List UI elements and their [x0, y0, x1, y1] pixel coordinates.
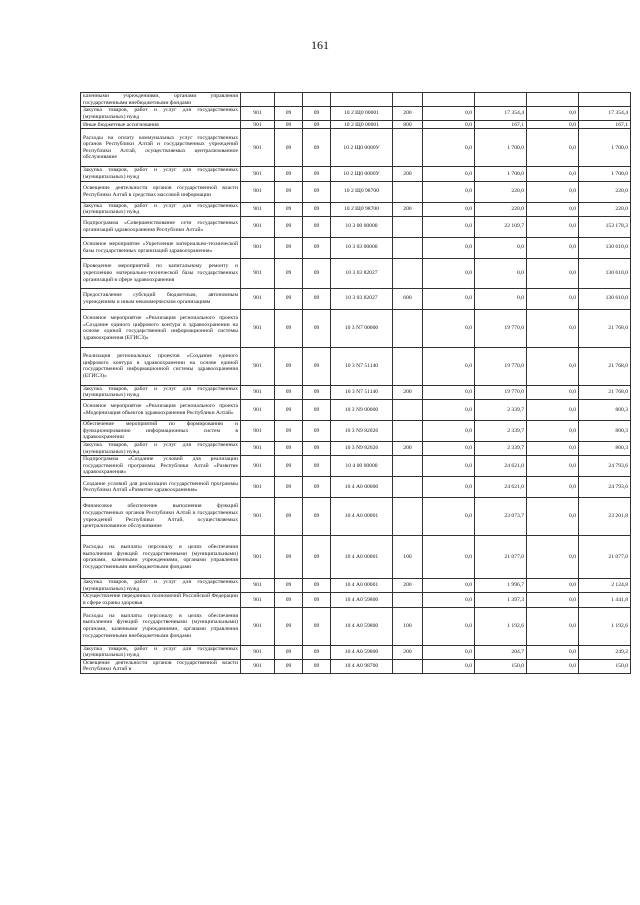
table-row	[81, 121, 631, 129]
row-amount-d: 21 768,0	[579, 309, 631, 347]
row-expense-type	[393, 593, 423, 607]
row-admin-code: 901	[241, 593, 275, 607]
row-amount-b: 19 770,0	[475, 347, 527, 385]
row-name: Закупка товаров, работ и услуг для государственных (муниципальных) нужд	[81, 202, 241, 216]
table-row	[81, 579, 631, 593]
row-amount-d: 21 768,0	[579, 347, 631, 385]
row-section: 09	[275, 129, 303, 167]
row-amount-a: 0,0	[423, 107, 475, 121]
row-amount-d: 167,1	[579, 121, 631, 129]
row-amount-a: 0,0	[423, 202, 475, 216]
row-amount-d: 130 610,0	[579, 258, 631, 288]
row-subsection: 09	[303, 181, 331, 202]
row-amount-b: 0,0	[475, 258, 527, 288]
table-row	[81, 107, 631, 121]
row-subsection: 09	[303, 258, 331, 288]
row-amount-c: 0,0	[527, 420, 579, 441]
row-amount-b: 204,7	[475, 645, 527, 659]
row-name: Создание условий для реализации государственной программы Республики Алтай «Развитие здравоохранения»	[81, 477, 241, 498]
row-amount-d: 220,0	[579, 202, 631, 216]
row-subsection: 09	[303, 536, 331, 579]
row-subsection: 09	[303, 167, 331, 181]
row-expense-type	[393, 420, 423, 441]
row-name: Закупка товаров, работ и услуг для государственных (муниципальных) нужд	[81, 107, 241, 121]
row-section: 09	[275, 607, 303, 645]
table-row	[81, 258, 631, 288]
row-amount-c: 0,0	[527, 659, 579, 673]
table-row	[81, 181, 631, 202]
row-admin-code: 901	[241, 385, 275, 399]
row-amount-a: 0,0	[423, 385, 475, 399]
row-amount-a: 0,0	[423, 607, 475, 645]
row-amount-d: 17 354,4	[579, 107, 631, 121]
row-expense-type	[393, 399, 423, 420]
row-section: 09	[275, 309, 303, 347]
row-admin-code	[241, 93, 275, 107]
row-subsection: 09	[303, 477, 331, 498]
row-name: Подпрограмма «Совершенствование сети государственных организаций здравоохранения Республики Алтай»	[81, 216, 241, 237]
table-row	[81, 129, 631, 167]
table-row	[81, 456, 631, 477]
row-section: 09	[275, 441, 303, 455]
row-name: Расходы на выплаты персоналу в целях обеспечения выполнения функций государственными (муниципальными) органами, казенными учреждениями, органами управления государственными внебюджетными фондами	[81, 536, 241, 579]
row-target-article: 10 3 00 00000	[331, 216, 393, 237]
row-amount-d: 800,3	[579, 441, 631, 455]
row-subsection: 09	[303, 216, 331, 237]
row-section: 09	[275, 399, 303, 420]
row-expense-type	[393, 93, 423, 107]
row-section: 09	[275, 258, 303, 288]
row-name: Расходы на оплату коммунальных услуг государственных органов Республики Алтай и государственных учреждений Республики Алтай, осуществляемых централизованное обслуживание	[81, 129, 241, 167]
row-name: казенными учреждениями, органами управления государственными внебюджетными фондами	[81, 93, 241, 107]
row-section: 09	[275, 288, 303, 309]
row-subsection: 09	[303, 607, 331, 645]
row-amount-a: 0,0	[423, 288, 475, 309]
row-subsection: 09	[303, 456, 331, 477]
table-row	[81, 441, 631, 455]
table-row	[81, 659, 631, 673]
row-amount-b: 220,0	[475, 181, 527, 202]
row-name: Закупка товаров, работ и услуг для государственных (муниципальных) нужд	[81, 645, 241, 659]
row-amount-c: 0,0	[527, 181, 579, 202]
row-target-article: 10 3 N9 00000	[331, 399, 393, 420]
row-expense-type: 800	[393, 121, 423, 129]
row-target-article: 10 2 Щ0 00001	[331, 107, 393, 121]
row-amount-d: 130 610,0	[579, 288, 631, 309]
row-section: 09	[275, 659, 303, 673]
row-amount-c: 0,0	[527, 202, 579, 216]
row-amount-b: 23 073,7	[475, 498, 527, 536]
row-amount-c: 0,0	[527, 129, 579, 167]
row-amount-a: 0,0	[423, 441, 475, 455]
row-expense-type: 100	[393, 536, 423, 579]
row-section: 09	[275, 456, 303, 477]
row-name: Освещение деятельности органов государственной власти Республики Алтай в средствах массовой информации	[81, 181, 241, 202]
row-expense-type: 200	[393, 107, 423, 121]
row-subsection: 09	[303, 202, 331, 216]
row-target-article: 10 4 А0 00001	[331, 498, 393, 536]
page-number: 161	[311, 38, 329, 52]
row-amount-c	[527, 93, 579, 107]
row-target-article: 10 3 03 82027	[331, 288, 393, 309]
row-expense-type: 200	[393, 579, 423, 593]
row-subsection	[303, 93, 331, 107]
row-section: 09	[275, 536, 303, 579]
row-section: 09	[275, 181, 303, 202]
row-amount-c: 0,0	[527, 456, 579, 477]
row-amount-a: 0,0	[423, 645, 475, 659]
row-amount-d: 1 192,6	[579, 607, 631, 645]
row-subsection: 09	[303, 441, 331, 455]
row-amount-c: 0,0	[527, 309, 579, 347]
row-name: Расходы на выплаты персоналу в целях обеспечения выполнения функций государственными (муниципальными) органами, казенными учреждениями, органами управления государственными внебюджетными фондами	[81, 607, 241, 645]
row-amount-c: 0,0	[527, 399, 579, 420]
row-expense-type	[393, 237, 423, 258]
table-row	[81, 167, 631, 181]
row-admin-code: 901	[241, 347, 275, 385]
row-amount-b: 21 077,0	[475, 536, 527, 579]
row-admin-code: 901	[241, 579, 275, 593]
row-subsection: 09	[303, 593, 331, 607]
row-amount-d: 1 441,8	[579, 593, 631, 607]
row-target-article: 10 4 А0 00000	[331, 477, 393, 498]
row-amount-a: 0,0	[423, 659, 475, 673]
row-admin-code: 901	[241, 129, 275, 167]
row-amount-c: 0,0	[527, 107, 579, 121]
row-amount-c: 0,0	[527, 385, 579, 399]
row-amount-b	[475, 93, 527, 107]
row-target-article: 10 4 А0 59800	[331, 607, 393, 645]
row-name: Основное мероприятие «Реализация регионального проекта «Создание единого цифрового контура в здравоохранении на основе единой государственной информационной системы здравоохранения (ЕГИСЗ)»	[81, 309, 241, 347]
row-admin-code: 901	[241, 167, 275, 181]
row-amount-a: 0,0	[423, 536, 475, 579]
row-amount-b: 2 339,7	[475, 441, 527, 455]
row-name: Реализация региональных проектов «Создание единого цифрового контура в здравоохранении на основе единой государственной информационной системы здравоохранения (ЕГИСЗ)»	[81, 347, 241, 385]
row-target-article: 10 4 00 00000	[331, 456, 393, 477]
row-subsection: 09	[303, 498, 331, 536]
row-section: 09	[275, 202, 303, 216]
row-amount-d: 800,3	[579, 420, 631, 441]
row-admin-code: 901	[241, 498, 275, 536]
table-row	[81, 288, 631, 309]
table-row	[81, 593, 631, 607]
row-amount-d: 24 793,6	[579, 456, 631, 477]
table-row	[81, 202, 631, 216]
row-admin-code: 901	[241, 607, 275, 645]
row-amount-a: 0,0	[423, 477, 475, 498]
row-name: Предоставление субсидий бюджетным, автономным учреждениям и иным некоммерческим организациям	[81, 288, 241, 309]
row-section: 09	[275, 579, 303, 593]
row-name: Освещение деятельности органов государственной власти Республики Алтай в	[81, 659, 241, 673]
row-admin-code: 901	[241, 420, 275, 441]
row-section: 09	[275, 645, 303, 659]
row-amount-d: 800,3	[579, 399, 631, 420]
row-target-article	[331, 93, 393, 107]
row-amount-d: 150,0	[579, 659, 631, 673]
row-admin-code: 901	[241, 258, 275, 288]
table-row	[81, 237, 631, 258]
row-amount-b: 2 339,7	[475, 420, 527, 441]
row-admin-code: 901	[241, 659, 275, 673]
row-amount-b: 167,1	[475, 121, 527, 129]
row-section: 09	[275, 420, 303, 441]
row-name: Закупка товаров, работ и услуг для государственных (муниципальных) нужд	[81, 167, 241, 181]
budget-table	[80, 92, 631, 674]
row-target-article: 10 3 N7 51140	[331, 385, 393, 399]
row-expense-type: 200	[393, 385, 423, 399]
row-name: Основное мероприятие «Реализация регионального проекта «Модернизация объектов здравоохранения Республики Алтай»	[81, 399, 241, 420]
row-admin-code: 901	[241, 456, 275, 477]
row-amount-d	[579, 93, 631, 107]
row-name: Основное мероприятие «Укрепление материально-технической базы государственных организаций здравоохранения»	[81, 237, 241, 258]
row-amount-c: 0,0	[527, 216, 579, 237]
row-expense-type	[393, 216, 423, 237]
row-amount-a: 0,0	[423, 167, 475, 181]
row-amount-c: 0,0	[527, 288, 579, 309]
table-row	[81, 399, 631, 420]
table-row	[81, 309, 631, 347]
row-amount-d: 130 610,0	[579, 237, 631, 258]
row-amount-a: 0,0	[423, 593, 475, 607]
row-amount-d: 1 700,0	[579, 167, 631, 181]
row-amount-c: 0,0	[527, 258, 579, 288]
row-amount-c: 0,0	[527, 645, 579, 659]
row-amount-d: 24 793,6	[579, 477, 631, 498]
row-section: 09	[275, 107, 303, 121]
row-expense-type: 100	[393, 607, 423, 645]
table-row	[81, 420, 631, 441]
row-amount-d: 2 124,8	[579, 579, 631, 593]
row-section: 09	[275, 498, 303, 536]
row-name: Закупка товаров, работ и услуг для государственных (муниципальных) нужд	[81, 385, 241, 399]
row-admin-code: 901	[241, 107, 275, 121]
row-amount-a: 0,0	[423, 258, 475, 288]
row-subsection: 09	[303, 309, 331, 347]
row-amount-b: 1 192,6	[475, 607, 527, 645]
row-amount-d: 1 700,0	[579, 129, 631, 167]
row-amount-d: 153 178,3	[579, 216, 631, 237]
table-row	[81, 385, 631, 399]
row-section: 09	[275, 593, 303, 607]
row-amount-b: 1 700,0	[475, 167, 527, 181]
table-row	[81, 477, 631, 498]
table-row	[81, 498, 631, 536]
row-amount-d: 23 201,8	[579, 498, 631, 536]
row-amount-b: 1 700,0	[475, 129, 527, 167]
row-admin-code: 901	[241, 645, 275, 659]
row-section: 09	[275, 216, 303, 237]
row-amount-a: 0,0	[423, 309, 475, 347]
row-target-article: 10 2 Щ0 00001	[331, 121, 393, 129]
row-amount-b: 1 996,7	[475, 579, 527, 593]
row-target-article: 10 4 А0 00001	[331, 536, 393, 579]
row-name: Обеспечение мероприятий по формированию и функционированию информационных систем в здравоохранении	[81, 420, 241, 441]
row-admin-code: 901	[241, 288, 275, 309]
row-amount-a: 0,0	[423, 399, 475, 420]
row-subsection: 09	[303, 347, 331, 385]
row-subsection: 09	[303, 399, 331, 420]
row-amount-b: 17 354,4	[475, 107, 527, 121]
row-expense-type: 200	[393, 202, 423, 216]
row-section: 09	[275, 347, 303, 385]
row-admin-code: 901	[241, 309, 275, 347]
table-row	[81, 607, 631, 645]
row-amount-a: 0,0	[423, 129, 475, 167]
row-name: Финансовое обеспечение выполнения функций государственных органов Республики Алтай и государственных учреждений Республики Алтай, осуществляемых централизованное обслуживание	[81, 498, 241, 536]
row-amount-a: 0,0	[423, 121, 475, 129]
row-subsection: 09	[303, 645, 331, 659]
row-amount-c: 0,0	[527, 498, 579, 536]
row-amount-b: 150,0	[475, 659, 527, 673]
table-row	[81, 216, 631, 237]
row-amount-c: 0,0	[527, 237, 579, 258]
row-subsection: 09	[303, 659, 331, 673]
row-expense-type	[393, 181, 423, 202]
row-target-article: 10 2 Щ0 98700	[331, 202, 393, 216]
row-admin-code: 901	[241, 202, 275, 216]
row-amount-c: 0,0	[527, 607, 579, 645]
row-admin-code: 901	[241, 181, 275, 202]
row-amount-d: 249,2	[579, 645, 631, 659]
row-name: Иные бюджетные ассигнования	[81, 121, 241, 129]
row-amount-b: 22 109,7	[475, 216, 527, 237]
row-amount-c: 0,0	[527, 441, 579, 455]
row-amount-a: 0,0	[423, 498, 475, 536]
row-subsection: 09	[303, 288, 331, 309]
row-admin-code: 901	[241, 237, 275, 258]
row-amount-a: 0,0	[423, 237, 475, 258]
row-target-article: 10 2 Щ0 0000У	[331, 129, 393, 167]
row-section	[275, 93, 303, 107]
row-target-article: 10 4 А0 98700	[331, 659, 393, 673]
row-amount-a: 0,0	[423, 420, 475, 441]
row-target-article: 10 4 А0 59800	[331, 593, 393, 607]
row-name: Подпрограмма «Создание условий для реализации государственной программы Республики Алтай «Развитие здравоохранения»	[81, 456, 241, 477]
row-admin-code: 901	[241, 216, 275, 237]
row-section: 09	[275, 121, 303, 129]
row-name: Проведение мероприятий по капитальному ремонту и укреплению материально-технической базы государственных организаций в сфере здравоохранения	[81, 258, 241, 288]
row-amount-b: 1 397,3	[475, 593, 527, 607]
table-row	[81, 347, 631, 385]
row-amount-b: 0,0	[475, 237, 527, 258]
row-target-article: 10 2 Щ0 0000У	[331, 167, 393, 181]
table-row	[81, 645, 631, 659]
row-target-article: 10 4 А0 59800	[331, 645, 393, 659]
row-name: Закупка товаров, работ и услуг для государственных (муниципальных) нужд	[81, 579, 241, 593]
row-target-article: 10 2 Щ0 98700	[331, 181, 393, 202]
row-subsection: 09	[303, 237, 331, 258]
row-amount-d: 21 768,0	[579, 385, 631, 399]
row-expense-type	[393, 498, 423, 536]
row-admin-code: 901	[241, 477, 275, 498]
row-amount-b: 220,0	[475, 202, 527, 216]
row-amount-b: 24 621,0	[475, 456, 527, 477]
row-amount-b: 24 621,0	[475, 477, 527, 498]
row-expense-type	[393, 347, 423, 385]
row-target-article: 10 4 А0 00001	[331, 579, 393, 593]
row-amount-c: 0,0	[527, 167, 579, 181]
row-admin-code: 901	[241, 536, 275, 579]
row-target-article: 10 3 N9 82026	[331, 420, 393, 441]
row-subsection: 09	[303, 579, 331, 593]
row-expense-type: 200	[393, 441, 423, 455]
row-amount-a: 0,0	[423, 181, 475, 202]
row-expense-type: 600	[393, 288, 423, 309]
row-amount-a: 0,0	[423, 579, 475, 593]
row-amount-b: 2 339,7	[475, 399, 527, 420]
row-section: 09	[275, 167, 303, 181]
row-amount-b: 19 770,0	[475, 309, 527, 347]
row-section: 09	[275, 477, 303, 498]
row-amount-c: 0,0	[527, 536, 579, 579]
row-name: Закупка товаров, работ и услуг для государственных (муниципальных) нужд	[81, 441, 241, 455]
row-amount-d: 21 077,0	[579, 536, 631, 579]
row-target-article: 10 3 N7 00000	[331, 309, 393, 347]
row-subsection: 09	[303, 129, 331, 167]
row-expense-type	[393, 258, 423, 288]
row-amount-b: 19 770,0	[475, 385, 527, 399]
table-row	[81, 536, 631, 579]
row-amount-a	[423, 93, 475, 107]
row-amount-d: 220,0	[579, 181, 631, 202]
row-subsection: 09	[303, 107, 331, 121]
table-row	[81, 93, 631, 107]
row-expense-type: 200	[393, 645, 423, 659]
row-amount-a: 0,0	[423, 216, 475, 237]
row-amount-b: 0,0	[475, 288, 527, 309]
row-target-article: 10 3 N9 82026	[331, 441, 393, 455]
row-amount-c: 0,0	[527, 347, 579, 385]
row-admin-code: 901	[241, 399, 275, 420]
row-amount-c: 0,0	[527, 579, 579, 593]
row-expense-type	[393, 659, 423, 673]
row-target-article: 10 3 N7 51140	[331, 347, 393, 385]
row-amount-c: 0,0	[527, 477, 579, 498]
row-subsection: 09	[303, 121, 331, 129]
row-expense-type: 200	[393, 167, 423, 181]
row-name: Осуществление переданных полномочий Российской Федерации в сфере охраны здоровья	[81, 593, 241, 607]
row-amount-c: 0,0	[527, 593, 579, 607]
row-amount-a: 0,0	[423, 347, 475, 385]
row-amount-a: 0,0	[423, 456, 475, 477]
row-target-article: 10 3 03 82027	[331, 258, 393, 288]
row-target-article: 10 3 03 00000	[331, 237, 393, 258]
row-subsection: 09	[303, 420, 331, 441]
row-expense-type	[393, 477, 423, 498]
row-subsection: 09	[303, 385, 331, 399]
row-section: 09	[275, 385, 303, 399]
row-admin-code: 901	[241, 121, 275, 129]
row-admin-code: 901	[241, 441, 275, 455]
row-amount-c: 0,0	[527, 121, 579, 129]
row-expense-type	[393, 309, 423, 347]
row-expense-type	[393, 129, 423, 167]
row-expense-type	[393, 456, 423, 477]
row-section: 09	[275, 237, 303, 258]
